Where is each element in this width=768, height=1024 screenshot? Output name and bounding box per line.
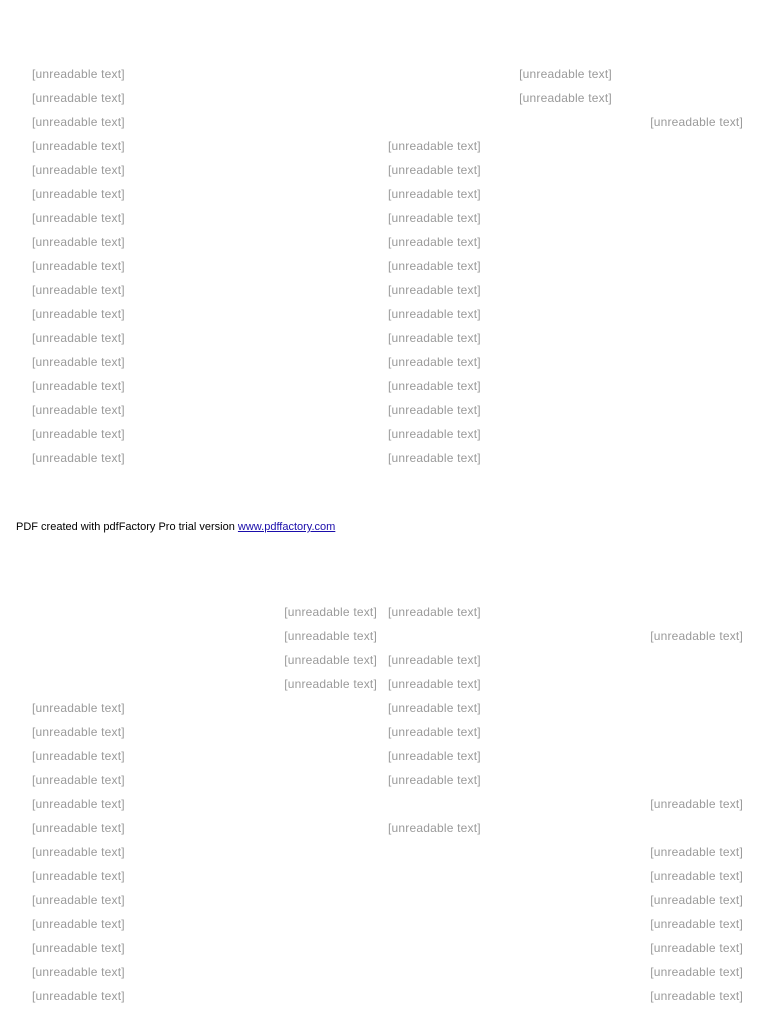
text-line: [unreadable text] <box>388 403 481 417</box>
text-line: [unreadable text] <box>32 163 125 177</box>
text-line: [unreadable text] <box>388 677 481 691</box>
text-line: [unreadable text] <box>32 989 125 1003</box>
text-line: [unreadable text] <box>388 653 481 667</box>
text-line: [unreadable text] <box>32 965 125 979</box>
text-line: [unreadable text] <box>650 845 743 859</box>
text-line: [unreadable text] <box>32 701 125 715</box>
text-line: [unreadable text] <box>32 773 125 787</box>
text-line: [unreadable text] <box>388 701 481 715</box>
text-line: [unreadable text] <box>388 725 481 739</box>
page2-right-column <box>388 600 743 1008</box>
text-line: [unreadable text] <box>32 379 125 393</box>
text-line: [unreadable text] <box>388 139 481 153</box>
text-line: [unreadable text] <box>32 187 125 201</box>
text-line: [unreadable text] <box>388 307 481 321</box>
text-line: [unreadable text] <box>388 821 481 835</box>
text-line: [unreadable text] <box>32 893 125 907</box>
text-line: [unreadable text] <box>32 403 125 417</box>
text-line: [unreadable text] <box>388 211 481 225</box>
text-line: [unreadable text] <box>32 139 125 153</box>
text-line: [unreadable text] <box>32 355 125 369</box>
text-line: [unreadable text] <box>32 869 125 883</box>
page1-right-column <box>388 62 743 470</box>
text-line: [unreadable text] <box>388 163 481 177</box>
text-line: [unreadable text] <box>32 797 125 811</box>
text-line: [unreadable text] <box>32 115 125 129</box>
text-line: [unreadable text] <box>284 629 377 643</box>
text-line: [unreadable text] <box>388 427 481 441</box>
text-line: [unreadable text] <box>650 115 743 129</box>
text-line: [unreadable text] <box>388 379 481 393</box>
text-line: [unreadable text] <box>388 187 481 201</box>
text-line: [unreadable text] <box>388 773 481 787</box>
text-line: [unreadable text] <box>388 355 481 369</box>
text-line: [unreadable text] <box>32 331 125 345</box>
text-line: [unreadable text] <box>519 67 612 81</box>
text-line: [unreadable text] <box>650 797 743 811</box>
text-line: [unreadable text] <box>32 917 125 931</box>
text-line: [unreadable text] <box>388 605 481 619</box>
text-line: [unreadable text] <box>32 235 125 249</box>
text-line: [unreadable text] <box>32 821 125 835</box>
text-line: [unreadable text] <box>388 235 481 249</box>
text-line: [unreadable text] <box>32 451 125 465</box>
text-line: [unreadable text] <box>32 211 125 225</box>
text-line: [unreadable text] <box>388 451 481 465</box>
text-line: [unreadable text] <box>388 283 481 297</box>
text-line: [unreadable text] <box>32 283 125 297</box>
text-line: [unreadable text] <box>284 605 377 619</box>
page1-left-column <box>32 62 377 470</box>
text-line: [unreadable text] <box>388 749 481 763</box>
text-line: [unreadable text] <box>32 307 125 321</box>
text-line: [unreadable text] <box>650 917 743 931</box>
text-line: [unreadable text] <box>284 677 377 691</box>
text-line: [unreadable text] <box>650 965 743 979</box>
text-line: [unreadable text] <box>284 653 377 667</box>
text-line: [unreadable text] <box>388 331 481 345</box>
text-line: [unreadable text] <box>650 629 743 643</box>
pdf-footer <box>16 521 335 533</box>
text-line: [unreadable text] <box>388 259 481 273</box>
text-line: [unreadable text] <box>32 845 125 859</box>
text-line: [unreadable text] <box>650 869 743 883</box>
footer-text: PDF created with pdfFactory Pro trial version <box>16 521 238 533</box>
pdffactory-link[interactable]: www.pdffactory.com <box>237 521 336 533</box>
page2-left-column <box>32 600 377 1008</box>
text-line: [unreadable text] <box>32 749 125 763</box>
text-line: [unreadable text] <box>32 941 125 955</box>
text-line: [unreadable text] <box>32 67 125 81</box>
text-line: [unreadable text] <box>650 941 743 955</box>
text-line: [unreadable text] <box>650 989 743 1003</box>
text-line: [unreadable text] <box>519 91 612 105</box>
text-line: [unreadable text] <box>32 259 125 273</box>
text-line: [unreadable text] <box>32 725 125 739</box>
text-line: [unreadable text] <box>32 91 125 105</box>
text-line: [unreadable text] <box>32 427 125 441</box>
text-line: [unreadable text] <box>650 893 743 907</box>
